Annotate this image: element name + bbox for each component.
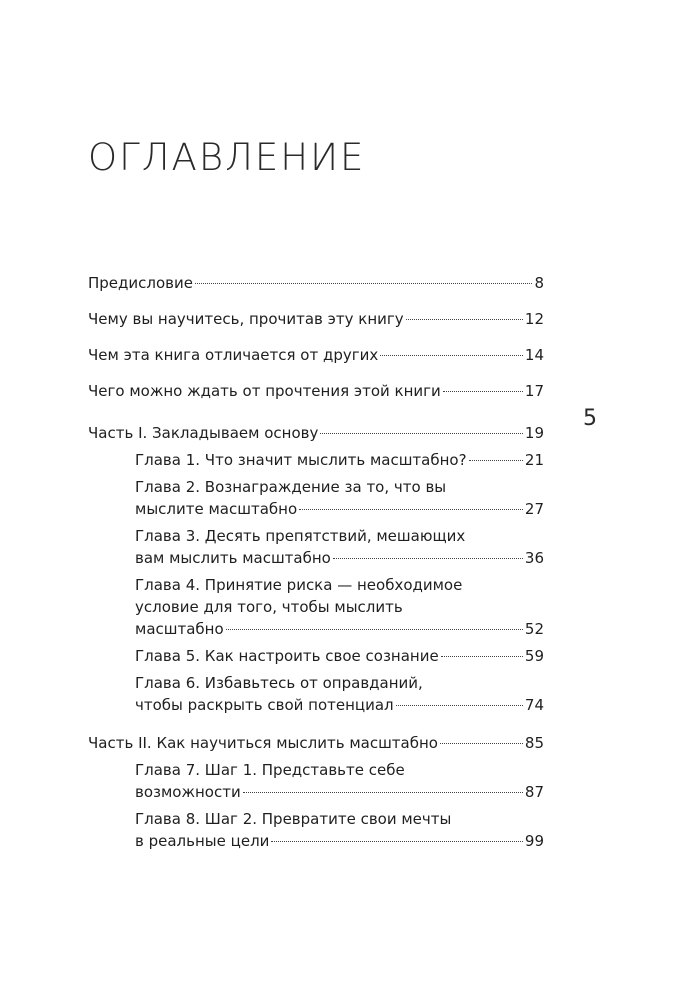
toc-chapter-entry[interactable] — [135, 574, 544, 640]
toc-entry-page: 8 — [534, 274, 544, 292]
toc-entry-label: Глава 5. Как настроить свое сознание — [135, 647, 439, 665]
toc-entry-page: 85 — [524, 734, 544, 752]
toc-entry-label: Глава 1. Что значит мыслить масштабно? — [135, 451, 467, 469]
dot-leader — [440, 743, 523, 744]
dot-leader — [320, 433, 523, 434]
toc-entry-label: Чего можно ждать от прочтения этой книги — [88, 382, 441, 400]
toc-entry-label-cont: вам мыслить масштабно — [135, 549, 331, 567]
toc-chapter-entry[interactable] — [135, 476, 544, 520]
toc-chapter-entry[interactable] — [135, 525, 544, 569]
table-of-contents — [88, 272, 544, 852]
toc-entry-page: 87 — [524, 783, 544, 801]
toc-entry-label-cont: чтобы раскрыть свой потенциал — [135, 696, 394, 714]
dot-leader — [441, 656, 523, 657]
toc-entry-page: 27 — [524, 500, 544, 518]
toc-entry-label: Глава 7. Шаг 1. Представьте себе — [135, 761, 405, 779]
dot-leader — [333, 558, 523, 559]
toc-entry-page: 52 — [524, 620, 544, 638]
toc-entry[interactable] — [88, 380, 544, 402]
toc-chapter-entry[interactable] — [135, 645, 544, 667]
toc-entry-label: Глава 4. Принятие риска — необходимое — [135, 576, 463, 594]
toc-entry-label-cont: возможности — [135, 783, 241, 801]
toc-entry-label: Часть I. Закладываем основу — [88, 424, 319, 442]
toc-chapter-entry[interactable] — [135, 449, 544, 471]
toc-entry-label-cont: условие для того, чтобы мыслить — [135, 598, 403, 616]
toc-entry-page: 14 — [524, 346, 544, 364]
toc-entry-label-cont: в реальные цели — [135, 832, 270, 850]
toc-entry-label-cont: мыслите масштабно — [135, 500, 298, 518]
dot-leader — [380, 355, 523, 356]
toc-entry-label: Часть II. Как научиться мыслить масштабно — [88, 734, 438, 752]
toc-entry-label: Чем эта книга отличается от других — [88, 346, 379, 364]
toc-entry[interactable] — [88, 344, 544, 366]
toc-entry-page: 21 — [524, 451, 544, 469]
toc-entry-label: Чему вы научитесь, прочитав эту книгу — [88, 310, 404, 328]
dot-leader — [195, 283, 532, 284]
toc-entry-page: 19 — [524, 424, 544, 442]
toc-entry-page: 99 — [524, 832, 544, 850]
toc-entry-label: Глава 6. Избавьтесь от оправданий, — [135, 674, 423, 692]
dot-leader — [443, 391, 523, 392]
toc-entry-page: 36 — [524, 549, 544, 567]
toc-entry[interactable] — [88, 272, 544, 294]
dot-leader — [469, 460, 523, 461]
dot-leader — [226, 629, 523, 630]
toc-entry-label: Глава 3. Десять препятствий, мешающих — [135, 527, 466, 545]
dot-leader — [396, 705, 523, 706]
toc-entry-page: 12 — [524, 310, 544, 328]
page-number: 5 — [583, 406, 597, 431]
dot-leader — [406, 319, 523, 320]
page-title: ОГЛАВЛЕНИЕ — [88, 136, 366, 179]
toc-entry-page: 74 — [524, 696, 544, 714]
dot-leader — [299, 509, 523, 510]
toc-entry-label: Глава 8. Шаг 2. Превратите свои мечты — [135, 810, 452, 828]
toc-entry[interactable] — [88, 308, 544, 330]
toc-entry-label: Предисловие — [88, 274, 193, 292]
toc-chapter-entry[interactable] — [135, 759, 544, 803]
toc-chapter-entry[interactable] — [135, 672, 544, 716]
toc-entry-label-cont: масштабно — [135, 620, 224, 638]
toc-part-entry[interactable] — [88, 422, 544, 444]
dot-leader — [243, 792, 523, 793]
toc-part-entry[interactable] — [88, 732, 544, 754]
toc-entry-page: 17 — [524, 382, 544, 400]
toc-entry-page: 59 — [524, 647, 544, 665]
toc-entry-label: Глава 2. Вознаграждение за то, что вы — [135, 478, 447, 496]
toc-chapter-entry[interactable] — [135, 808, 544, 852]
dot-leader — [271, 841, 523, 842]
